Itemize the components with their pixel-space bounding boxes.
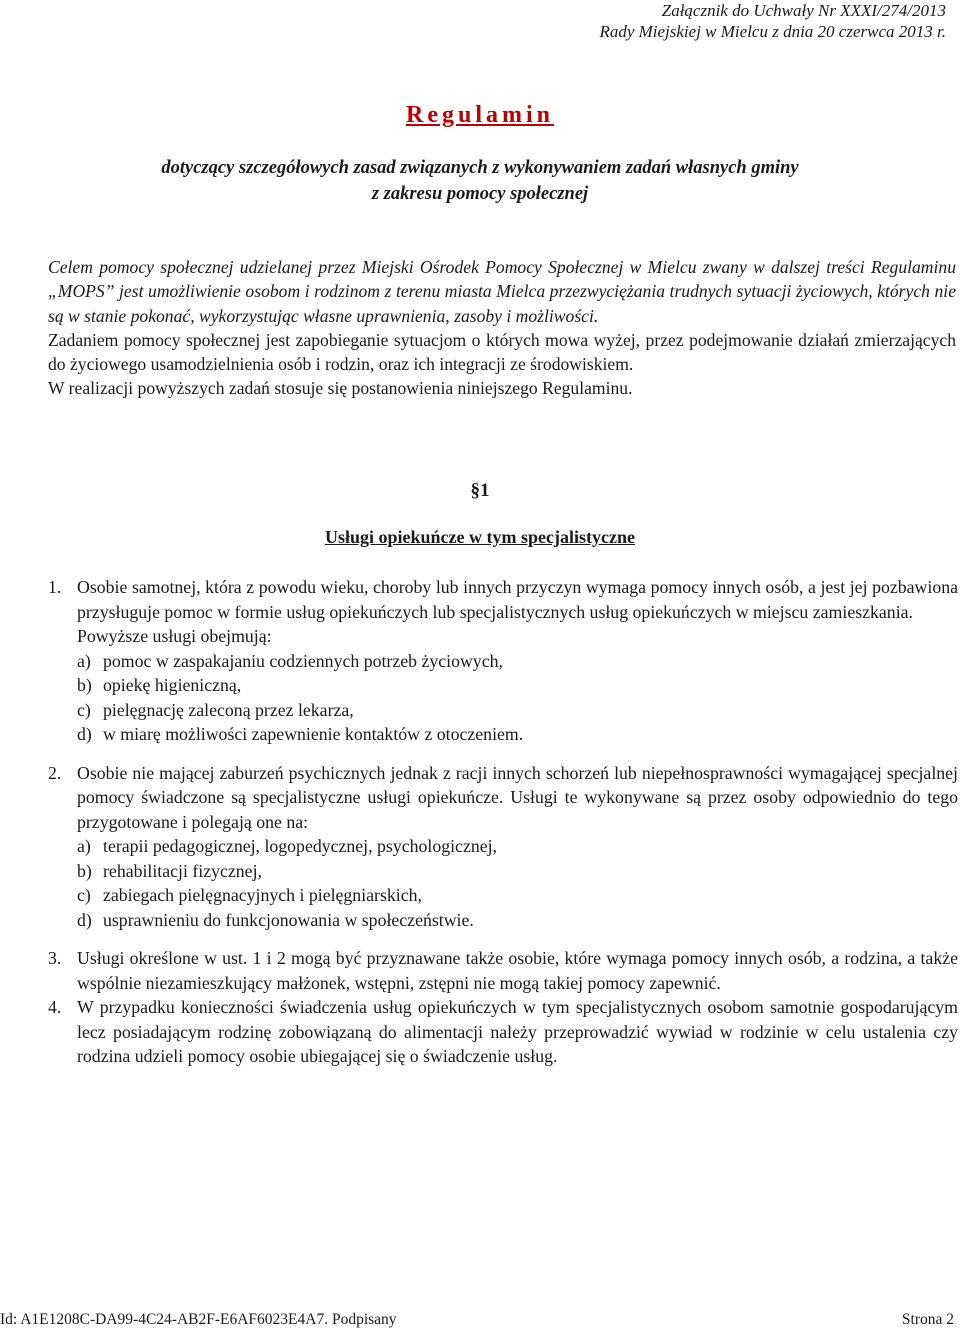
sub-item [77,908,958,933]
sub-text: w miarę możliwości zapewnienie kontaktów z otoczeniem. [103,724,524,744]
sub-letter: a) [77,836,91,856]
list-item-2 [48,761,958,933]
document-title: Regulamin [405,102,554,128]
sub-text: rehabilitacji fizycznej, [103,860,262,881]
section-title: Usługi opiekuńcze w tym specjalistyczne [325,527,635,547]
document-subtitle [0,155,960,207]
sub-letter: c) [77,885,91,905]
item-body [77,761,958,933]
list-item-1 [48,575,958,747]
subtitle-line1: dotyczący szczegółowych zasad związanych z wykonywaniem zadań własnych gminy [161,158,799,178]
item-text: Usługi określone w ust. 1 i 2 mogą być przyznawane także osobie, które wymaga pomocy innych osób, a rodzina, a także wspólnie niezamieszkujący małżonek, wstępni, zstępni nie mogą takiej pomocy zapewnić. [77,948,958,993]
intro-paragraph-3: W realizacji powyższych zadań stosuje się postanowienia niniejszego Regulaminu. [48,378,633,399]
sub-letter: d) [77,724,92,744]
sub-item [77,722,958,747]
attachment-note [599,0,946,42]
item-number: 4. [48,997,62,1017]
item-body [77,995,958,1069]
sub-text: opiekę higieniczną, [103,675,242,695]
sub-letter: b) [77,860,92,881]
sub-letter: d) [77,909,92,930]
section-mark: §1 [470,480,490,501]
item-number: 3. [48,948,62,968]
sub-letter: c) [77,699,91,720]
sub-text: zabiegach pielęgnacyjnych i pielęgniarskich, [103,885,422,905]
item-number: 1. [48,577,62,597]
intro-paragraph-1: Celem pomocy społecznej udzielanej przez Miejski Ośrodek Pomocy Społecznej w Mielcu zwany w dalszej treści Regulaminu „MOPS” jest umożliwienie osobom i rodzinom z terenu miasta Mielca przezwyciężania trudnych sytuacji życiowych, których nie są w stanie pokonać, wykorzystując własne uprawnienia, zasoby i możliwości. [48,257,956,326]
numbered-list [48,575,958,1083]
page-number: Strona 2 [901,1311,954,1328]
attachment-note-line2: Rady Miejskiej w Mielcu z dnia 20 czerwca 2013 r. [599,22,946,41]
sub-item [77,859,958,884]
attachment-note-line1: Załącznik do Uchwały Nr XXXI/274/2013 [661,1,946,20]
subtitle-line2: z zakresu pomocy społecznej [371,184,589,204]
sub-text: terapii pedagogicznej, logopedycznej, psychologicznej, [103,836,498,856]
intro-section [48,255,956,401]
intro-paragraph-2: Zadaniem pomocy społecznej jest zapobieganie sytuacjom o których mowa wyżej, przez podejmowanie działań zmierzających do życiowego usamodzielnienia osób i rodzin, oraz ich integracji ze środowiskiem. [48,329,956,375]
sub-text: usprawnieniu do funkcjonowania w społeczeństwie. [103,909,474,930]
sub-text: pielęgnację zaleconą przez lekarza, [103,699,354,720]
page-footer [0,1311,954,1329]
sub-item [77,834,958,859]
list-item-3 [48,946,958,995]
sub-letter: a) [77,650,91,671]
sub-item [77,673,958,698]
sub-item [77,883,958,908]
sub-letter: b) [77,675,92,695]
list-item-4 [48,995,958,1069]
item-text: Osobie samotnej, która z powodu wieku, choroby lub innych przyczyn wymaga pomocy innych osób, a jest jej pozbawiona przysługuje pomoc w formie usług opiekuńczych lub specjalistycznych usług opiekuńczych w miejscu zamieszkania. [77,577,958,622]
item-body [77,575,958,747]
sub-item [77,698,958,723]
item-number: 2. [48,762,62,783]
document-id: Id: A1E1208C-DA99-4C24-AB2F-E6AF6023E4A7. Podpisany [0,1311,397,1328]
item-body [77,946,958,995]
item-text: W przypadku konieczności świadczenia usług opiekuńczych w tym specjalistycznych osobom samotnie gospodarującym lecz posiadającym rodzinę zobowiązaną do alimentacji należy przeprowadzić wywiad w rodzinie w celu ustalenia czy rodzina udzieli pomocy osobie ubiegającej się o świadczenie usług. [77,997,958,1066]
sub-item [77,649,958,674]
item-lead: Powyższe usługi obejmują: [77,626,272,646]
item-text: Osobie nie mającej zaburzeń psychicznych jednak z racji innych schorzeń lub niepełnosprawności wymagającej specjalnej pomocy świadczone są specjalistyczne usługi opiekuńcze. Usługi te wykonywane są przez osoby odpowiednio do tego przygotowane i polegają one na: [77,762,958,832]
sub-text: pomoc w zaspakajaniu codziennych potrzeb życiowych, [103,650,503,671]
